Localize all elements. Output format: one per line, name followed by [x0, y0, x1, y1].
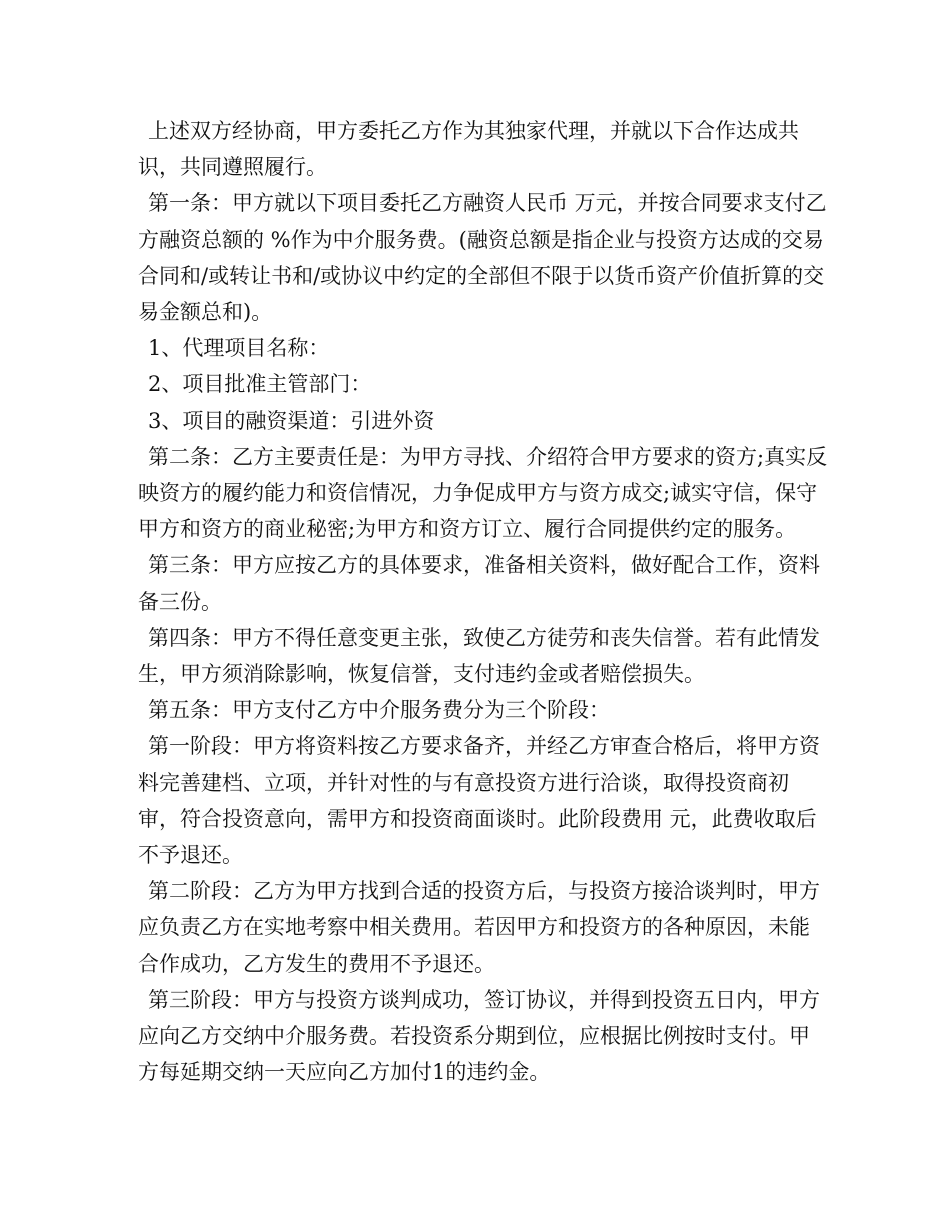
paragraph-article-1: 第一条：甲方就以下项目委托乙方融资人民币 万元，并按合同要求支付乙方融资总额的 %作为中介服务费。(融资总额是指企业与投资方达成的交易合同和/或转让书和/或协议中约定的全部但不限于以货币资产价值折算的交易金额总和)。: [138, 191, 827, 325]
paragraph-intro: 上述双方经协商，甲方委托乙方作为其独家代理，并就以下合作达成共识，共同遵照履行。: [138, 119, 799, 180]
list-item-project-name: 1、代理项目名称：: [148, 336, 330, 361]
paragraph-article-4: 第四条：甲方不得任意变更主张，致使乙方徒劳和丧失信誉。若有此情发生，甲方须消除影响，恢复信誉，支付违约金或者赔偿损失。: [138, 625, 820, 687]
contract-body: [138, 113, 828, 1090]
list-item-financing-channel: 3、项目的融资渠道：引进外资: [148, 408, 435, 433]
paragraph-stage-1: 第一阶段：甲方将资料按乙方要求备齐，并经乙方审查合格后，将甲方资料完善建档、立项，并针对性的与有意投资方进行洽谈，取得投资商初审，符合投资意向，需甲方和投资商面谈时。此阶段费用 元，此费收取后不予退还。: [138, 734, 820, 868]
paragraph-article-3: 第三条：甲方应按乙方的具体要求，准备相关资料，做好配合工作，资料备三份。: [138, 553, 820, 614]
paragraph-stage-2: 第二阶段：乙方为甲方找到合适的投资方后，与投资方接洽谈判时，甲方应负责乙方在实地考察中相关费用。若因甲方和投资方的各种原因，未能合作成功，乙方发生的费用不予退还。: [138, 879, 820, 976]
paragraph-stage-3: 第三阶段：甲方与投资方谈判成功，签订协议，并得到投资五日内，甲方应向乙方交纳中介服务费。若投资系分期到位，应根据比例按时支付。甲方每延期交纳一天应向乙方加付1的违约金。: [138, 987, 820, 1085]
paragraph-article-5: 第五条：甲方支付乙方中介服务费分为三个阶段：: [148, 698, 610, 723]
list-item-approval-department: 2、项目批准主管部门：: [148, 372, 372, 397]
paragraph-article-2: 第二条：乙方主要责任是：为甲方寻找、介绍符合甲方要求的资方;真实反映资方的履约能力和资信情况，力争促成甲方与资方成交;诚实守信，保守甲方和资方的商业秘密;为甲方和资方订立、履行合同提供约定的服务。: [138, 444, 828, 542]
